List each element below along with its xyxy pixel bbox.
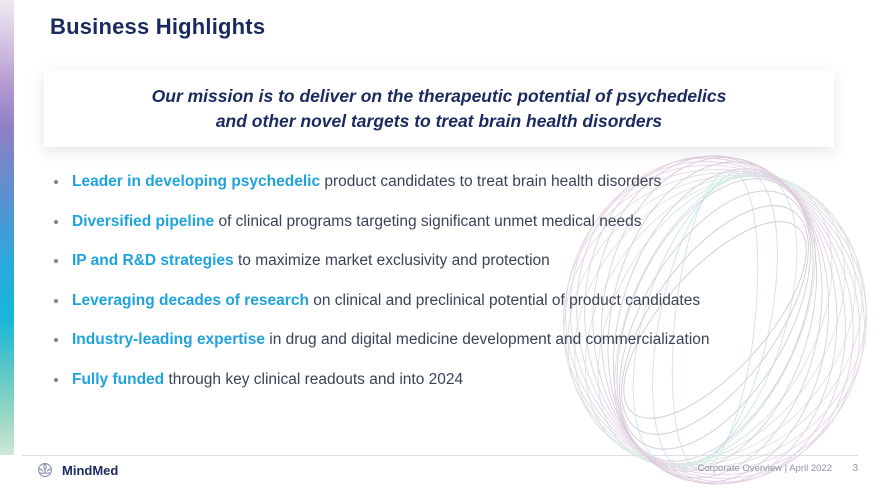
brand-name: MindMed bbox=[62, 462, 119, 478]
list-item-rest: product candidates to treat brain health disorders bbox=[320, 173, 662, 190]
list-item-lead: Diversified pipeline bbox=[72, 212, 215, 230]
list-item-rest: on clinical and preclinical potential of product candidates bbox=[308, 291, 701, 309]
bullet-dot-icon bbox=[54, 259, 58, 263]
list-item bbox=[50, 172, 850, 192]
bullet-dot-icon bbox=[54, 299, 58, 303]
page-title: Business Highlights bbox=[50, 14, 266, 39]
footer-note: Corporate Overview | April 2022 bbox=[697, 463, 832, 474]
list-item-rest: of clinical programs targeting significant unmet medical needs bbox=[214, 212, 642, 230]
list-item-lead: Leveraging decades of research bbox=[72, 291, 309, 309]
list-item-lead: Fully funded bbox=[72, 370, 165, 388]
highlights-list bbox=[50, 172, 850, 409]
list-item bbox=[50, 212, 850, 232]
bullet-dot-icon bbox=[54, 180, 58, 184]
list-item-rest: through key clinical readouts and into 2024 bbox=[164, 370, 464, 388]
list-item bbox=[50, 370, 850, 390]
list-item bbox=[50, 330, 850, 350]
list-item bbox=[50, 251, 850, 271]
footer-divider bbox=[22, 455, 858, 456]
list-item-lead: Leader in developing psychedelic bbox=[72, 173, 321, 190]
left-gradient-bar bbox=[0, 0, 14, 455]
list-item-rest: to maximize market exclusivity and protection bbox=[233, 252, 550, 269]
list-item-rest: in drug and digital medicine development and commercialization bbox=[264, 331, 710, 348]
brain-icon bbox=[36, 461, 54, 479]
bullet-dot-icon bbox=[54, 338, 58, 342]
list-item bbox=[50, 291, 850, 311]
bullet-dot-icon bbox=[54, 220, 58, 224]
mission-line-1: Our mission is to deliver on the therapeutic potential of psychedelics bbox=[151, 86, 727, 106]
page-number: 3 bbox=[852, 463, 858, 474]
list-item-lead: Industry-leading expertise bbox=[72, 331, 265, 348]
list-item-lead: IP and R&D strategies bbox=[72, 252, 234, 269]
brand-logo bbox=[36, 461, 118, 479]
mission-line-2: and other novel targets to treat brain health disorders bbox=[215, 111, 663, 131]
bullet-dot-icon bbox=[54, 378, 58, 382]
mission-statement-card bbox=[44, 71, 834, 147]
footer-meta bbox=[698, 463, 858, 474]
